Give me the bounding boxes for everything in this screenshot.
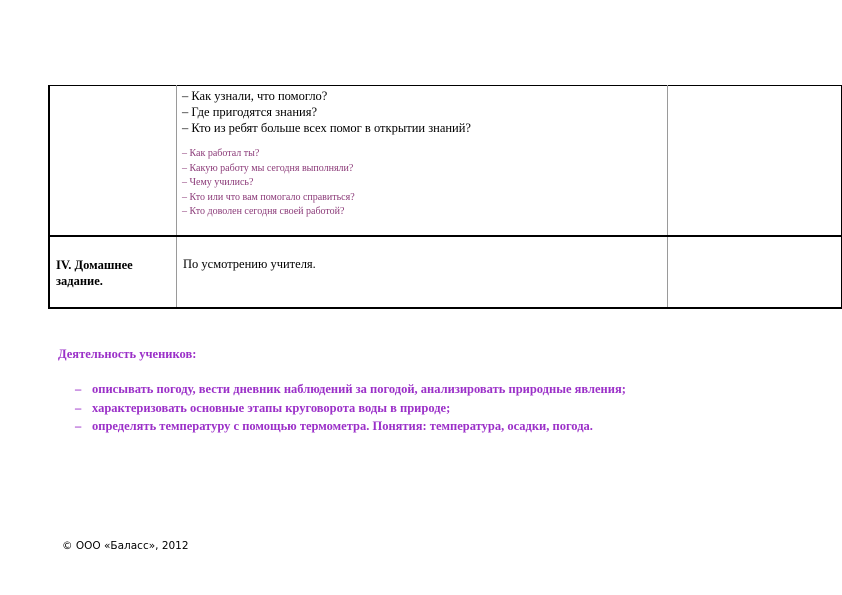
table-row: [49, 236, 842, 308]
dash-bullet: –: [75, 419, 82, 433]
reflection-item: – Какую работу мы сегодня выполняли?: [182, 162, 354, 174]
reflection-list: [177, 136, 667, 220]
question-list: [177, 86, 667, 136]
copyright-footer: © ООО «Баласс», 2012: [62, 540, 189, 552]
question-item: – Как узнали, что помогло?: [182, 89, 328, 103]
content-cell: [177, 236, 668, 308]
dash-bullet: –: [75, 400, 82, 415]
table-row: [49, 86, 842, 236]
section-heading-line: IV. Домашнее: [56, 257, 133, 272]
activity-item-text: характеризовать основные этапы круговорота воды в природе;: [92, 400, 451, 415]
list-item: [58, 380, 818, 399]
section-heading-line: задание.: [56, 273, 103, 288]
activity-list: [58, 380, 818, 436]
activity-title: Деятельность учеников:: [58, 347, 197, 361]
notes-cell: [668, 86, 842, 236]
reflection-item: – Кто доволен сегодня своей работой?: [182, 206, 345, 217]
reflection-item: – Чему учились?: [182, 177, 254, 188]
question-item: – Кто из ребят больше всех помог в открытии знаний?: [182, 121, 471, 135]
reflection-item: – Кто или что вам помогало справиться?: [182, 191, 355, 203]
homework-text: По усмотрению учителя.: [183, 256, 316, 271]
content-cell: [177, 86, 668, 236]
reflection-item: – Как работал ты?: [182, 148, 260, 159]
student-activity: [58, 346, 818, 436]
stage-cell: [49, 86, 177, 236]
dash-bullet: –: [75, 382, 82, 396]
question-item: – Где пригодятся знания?: [182, 105, 318, 119]
lesson-plan-table: [48, 85, 842, 309]
list-item: [58, 417, 818, 436]
activity-item-text: определять температуру с помощью термометра. Понятия: температура, осадки, погода.: [92, 419, 593, 433]
activity-item-text: описывать погоду, вести дневник наблюдений за погодой, анализировать природные явления;: [92, 382, 626, 396]
notes-cell: [668, 236, 842, 308]
stage-cell: [49, 236, 177, 308]
list-item: [58, 399, 818, 418]
section-heading: [50, 237, 176, 289]
